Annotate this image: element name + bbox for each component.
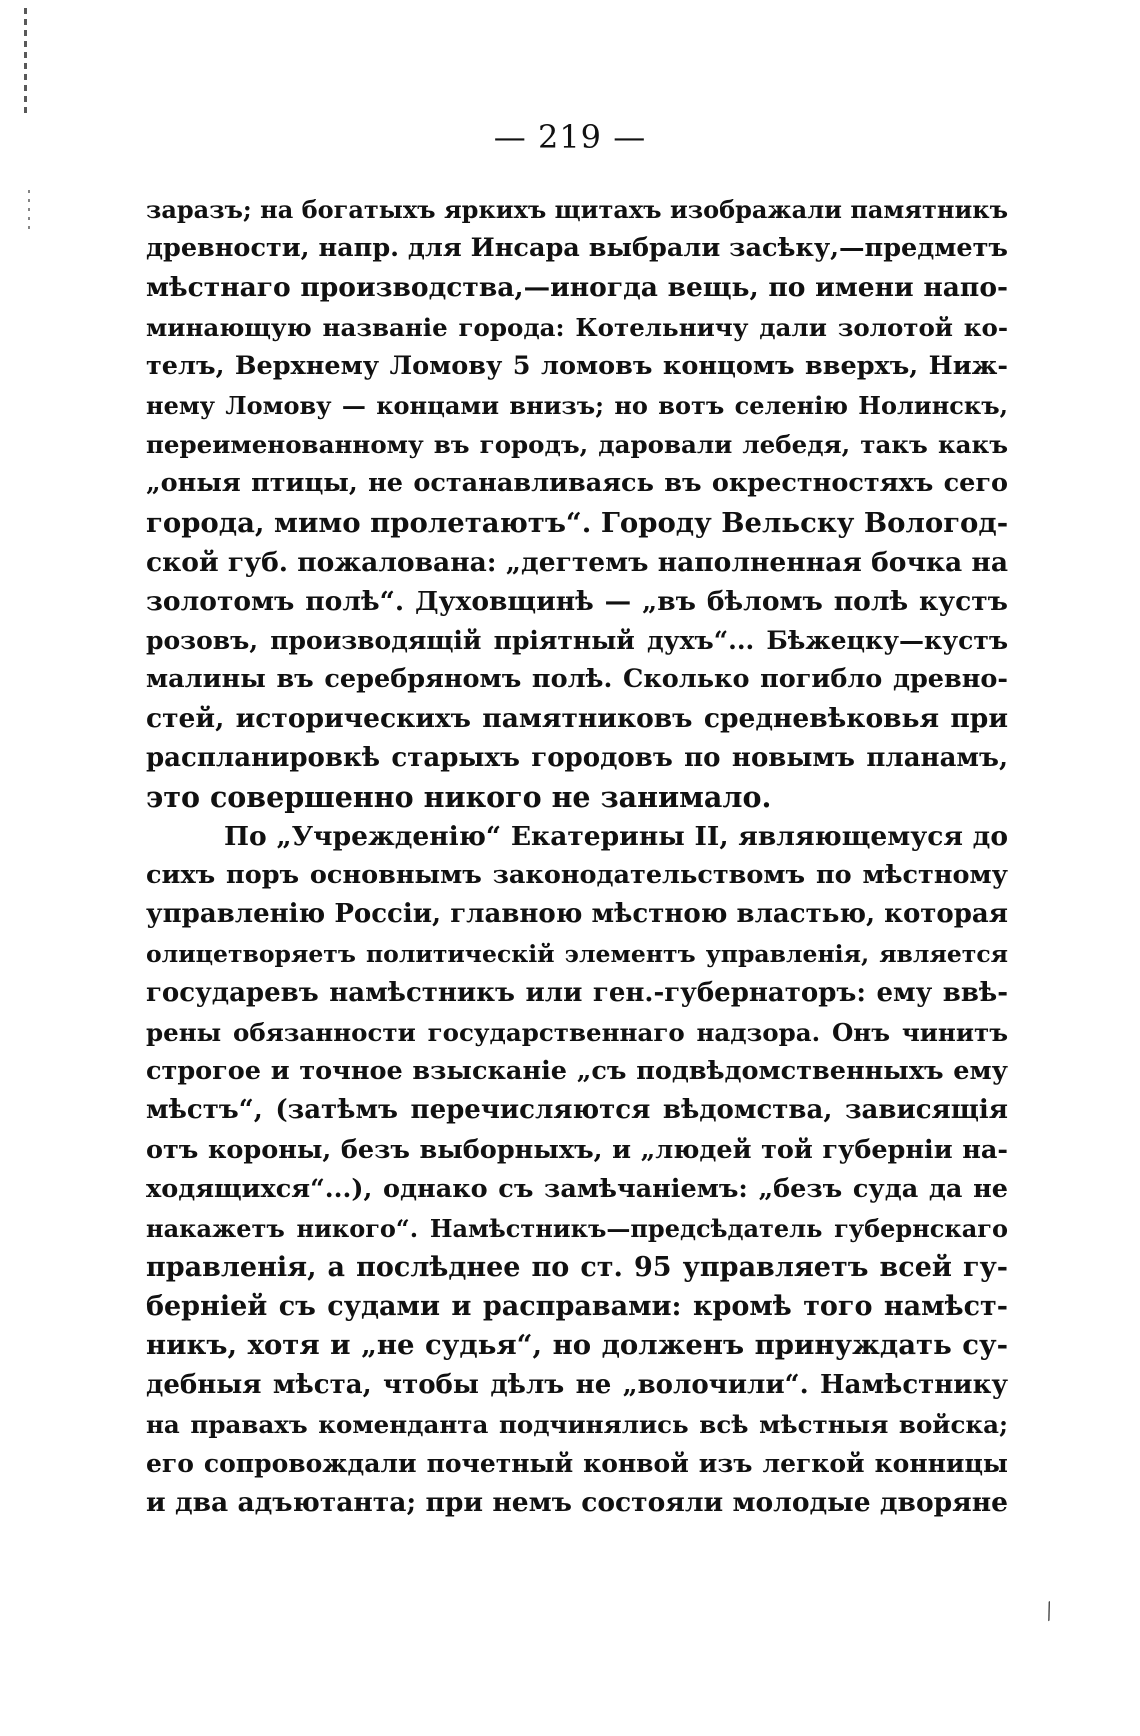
text-line: никъ, хотя и „не судья“, но долженъ принуждать су- (146, 1329, 1008, 1362)
text-line: золотомъ полѣ“. Духовщинѣ — „въ бѣломъ полѣ кустъ (146, 585, 1008, 617)
body-text (146, 190, 1008, 1522)
text-line: ской губ. пожалована: „дегтемъ наполненная бочка на (146, 546, 1008, 578)
text-line: рены обязанности государственнаго надзора. Онъ чинитъ (146, 1017, 1008, 1047)
text-line: его сопровождали почетный конвой изъ легкой конницы (146, 1449, 1008, 1478)
text-line: на правахъ коменданта подчинялись всѣ мѣстныя войска; (146, 1409, 1008, 1439)
text-line: управленію Россіи, главною мѣстною властью, которая (146, 899, 1008, 930)
text-line: отъ короны, безъ выборныхъ, и „людей той губерніи на- (146, 1134, 1008, 1165)
stray-pen-mark: ⁄ (1042, 1600, 1059, 1625)
text-line: минающую названіе города: Котельничу дали золотой ко- (146, 312, 1008, 342)
paragraph-1 (146, 190, 1008, 817)
scan-edge-mark-lower (28, 190, 30, 230)
text-line: „оныя птицы, не останавливаясь въ окрестностяхъ сего (146, 468, 1008, 499)
text-line: и два адъютанта; при немъ состояли молодые дворяне (146, 1487, 1008, 1519)
text-line: строгое и точное взысканіе „съ подвѣдомственныхъ ему (146, 1056, 1008, 1087)
text-line: мѣстнаго производства,—иногда вещь, по имени напо- (146, 272, 1008, 304)
text-line: это совершенно никого не занимало. (146, 779, 772, 814)
text-line: государевъ намѣстникъ или ген.-губернаторъ: ему ввѣ- (146, 977, 1008, 1008)
text-line: распланировкѣ старыхъ городовъ по новымъ планамъ, (146, 742, 1008, 773)
paragraph-2 (146, 817, 1008, 1522)
text-line: сихъ поръ основнымъ законодательствомъ по мѣстному (146, 860, 1008, 891)
page-number: — 219 — (493, 118, 647, 156)
text-line: города, мимо пролетаютъ“. Городу Вельску Вологод- (146, 506, 1008, 539)
text-line: переименованному въ городъ, даровали лебедя, такъ какъ (146, 430, 1008, 460)
text-line: дебныя мѣста, чтобы дѣлъ не „волочили“. Намѣстнику (146, 1369, 1008, 1400)
text-line: По „Учрежденію“ Екатерины II, являющемуся до (224, 821, 1008, 852)
text-line: малины въ серебряномъ полѣ. Сколько погибло древно- (146, 664, 1008, 695)
text-line: ходящихся“...), однако съ замѣчаніемъ: „безъ суда да не (146, 1173, 1008, 1204)
text-line: накажетъ никого“. Намѣстникъ—предсѣдатель губернскаго (146, 1213, 1008, 1243)
text-line: нему Ломову — концами внизъ; но вотъ селенію Нолинскъ, (146, 390, 1008, 420)
text-line: мѣстъ“, (затѣмъ перечисляются вѣдомства, зависящія (146, 1095, 1008, 1126)
text-line: розовъ, производящій пріятный духъ“... Бѣжецку—кустъ (146, 626, 1008, 656)
text-line: правленія, а послѣднее по ст. 95 управляетъ всей гу- (146, 1252, 1008, 1284)
text-line: берніей съ судами и расправами: кромѣ того намѣст- (146, 1291, 1008, 1323)
text-line: олицетворяетъ политическій элементъ управленія, является (146, 939, 1008, 968)
text-line: телъ, Верхнему Ломову 5 ломовъ концомъ вверхъ, Ниж- (146, 350, 1008, 381)
text-line: древности, напр. для Инсара выбрали засѣку,—предметъ (146, 233, 1008, 264)
scan-edge-mark (24, 8, 27, 118)
text-line: стей, историческихъ памятниковъ средневѣковья при (146, 703, 1008, 735)
text-line: заразъ; на богатыхъ яркихъ щитахъ изображали памятникъ (146, 195, 1008, 224)
